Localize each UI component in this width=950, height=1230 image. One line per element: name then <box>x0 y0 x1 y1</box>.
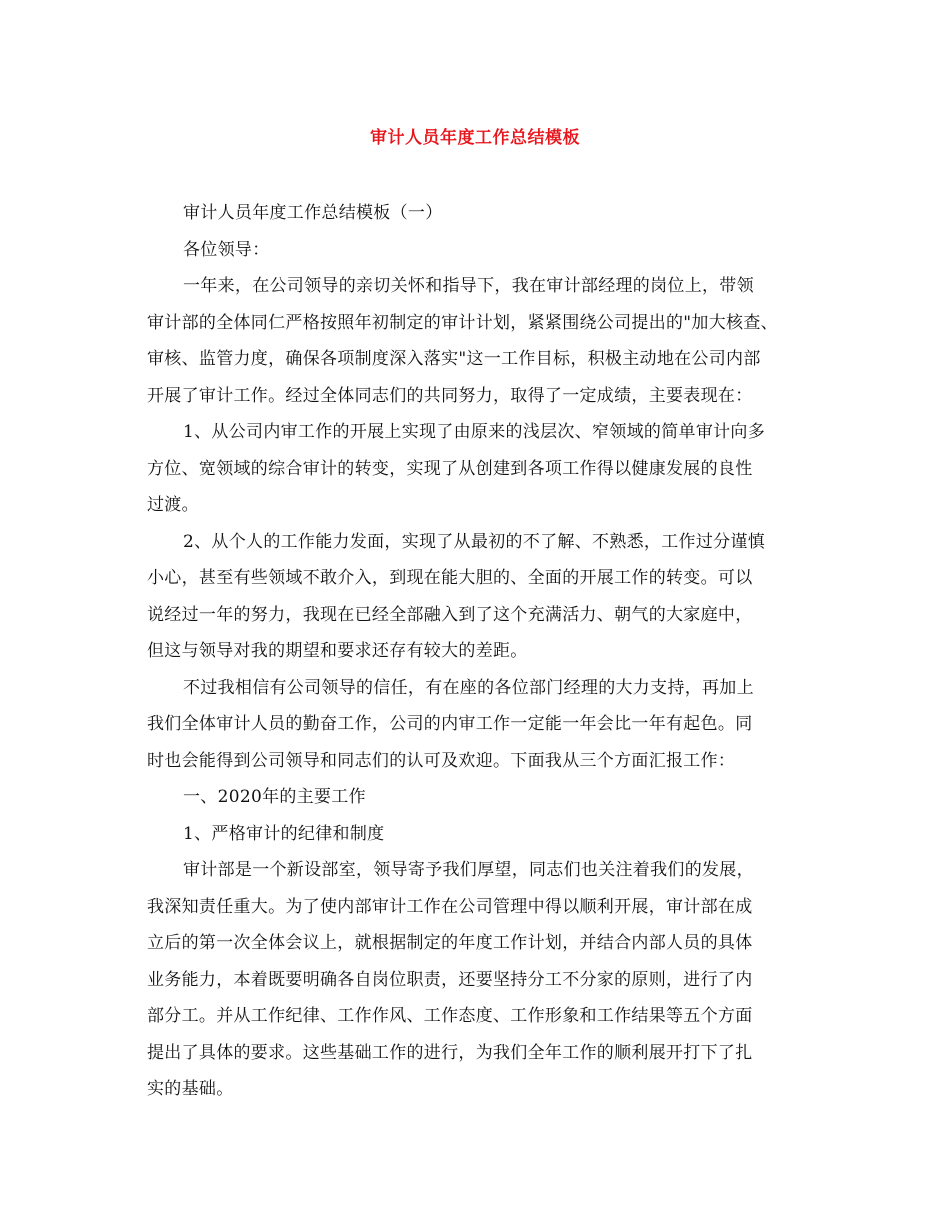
body-line: 我深知责任重大。为了使内部审计工作在公司管理中得以顺利开展，审计部在成 <box>147 896 753 917</box>
body-line: 过渡。 <box>147 495 199 515</box>
body-line: 立后的第一次全体会议上，就根据制定的年度工作计划，并结合内部人员的具体 <box>147 933 753 953</box>
body-line: 提出了具体的要求。这些基础工作的进行，为我们全年工作的顺利展开打下了扎 <box>147 1042 753 1063</box>
body-line: 一、2020年的主要工作 <box>183 787 366 807</box>
body-line: 审核、监管力度，确保各项制度深入落实"这一工作目标，积极主动地在公司内部 <box>147 349 761 369</box>
document-title: 审计人员年度工作总结模板 <box>370 128 580 148</box>
body-line: 小心，甚至有些领域不敢介入，到现在能大胆的、全面的开展工作的转变。可以 <box>147 568 753 588</box>
body-line: 审计部是一个新设部室，领导寄予我们厚望，同志们也关注着我们的发展， <box>183 860 754 880</box>
body-line: 实的基础。 <box>147 1079 234 1099</box>
body-line: 各位领导： <box>183 239 270 260</box>
body-line: 一年来，在公司领导的亲切关怀和指导下，我在审计部经理的岗位上，带领 <box>183 276 754 296</box>
body-line: 2、从个人的工作能力发面，实现了从最初的不了解、不熟悉，工作过分谨慎 <box>183 531 766 552</box>
body-line: 开展了审计工作。经过全体同志们的共同努力，取得了一定成绩，主要表现在： <box>147 385 753 406</box>
body-line: 我们全体审计人员的勤奋工作，公司的内审工作一定能一年会比一年有起色。同 <box>147 714 753 734</box>
body-line: 说经过一年的努力，我现在已经全部融入到了这个充满活力、朝气的大家庭中， <box>147 604 753 625</box>
body-line: 不过我相信有公司领导的信任，有在座的各位部门经理的大力支持，再加上 <box>183 677 754 698</box>
body-line: 但这与领导对我的期望和要求还存有较大的差距。 <box>147 641 528 661</box>
document-body <box>147 195 823 1108</box>
body-line: 审计部的全体同仁严格按照年初制定的审计计划，紧紧围绕公司提出的"加大核查、 <box>147 312 778 333</box>
body-line: 审计人员年度工作总结模板（一） <box>183 203 443 223</box>
body-line: 1、严格审计的纪律和制度 <box>183 823 385 844</box>
body-line: 业务能力，本着既要明确各自岗位职责，还要坚持分工不分家的原则，进行了内 <box>147 969 753 990</box>
body-line: 部分工。并从工作纪律、工作作风、工作态度、工作形象和工作结果等五个方面 <box>147 1006 753 1026</box>
body-line: 方位、宽领域的综合审计的转变，实现了从创建到各项工作得以健康发展的良性 <box>147 458 753 479</box>
body-line: 1、从公司内审工作的开展上实现了由原来的浅层次、窄领域的简单审计向多 <box>183 422 766 442</box>
body-line: 时也会能得到公司领导和同志们的认可及欢迎。下面我从三个方面汇报工作： <box>147 750 736 771</box>
